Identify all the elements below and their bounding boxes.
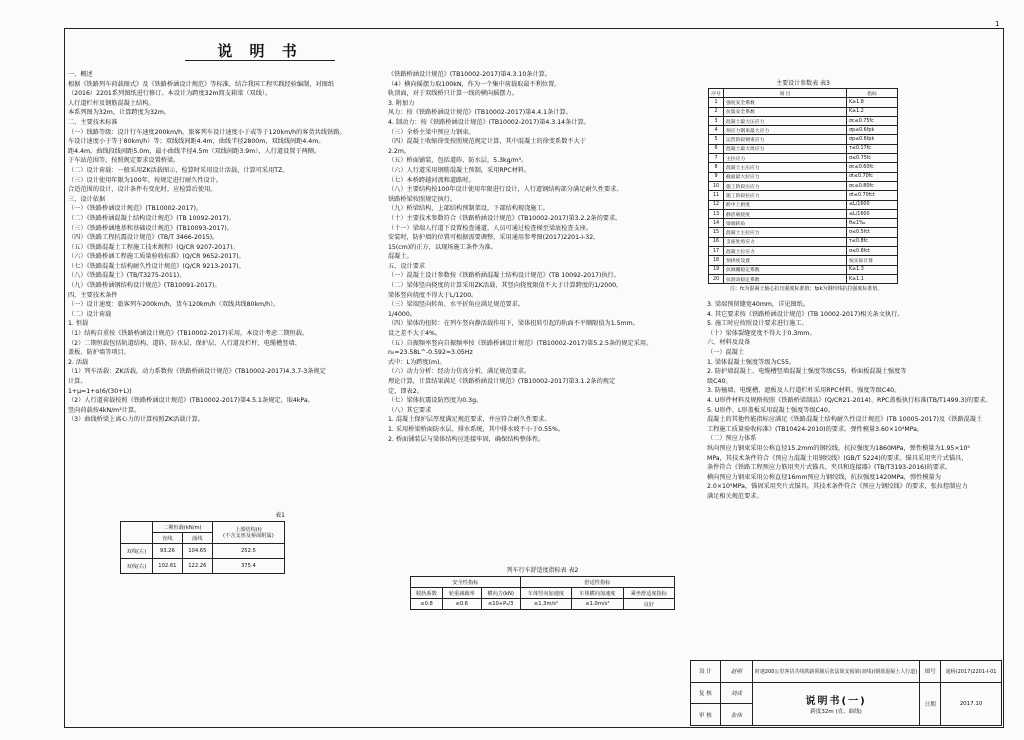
- table3-cell: 抗倾覆稳定系数: [724, 265, 847, 274]
- table2-header: 横向力(kN): [481, 588, 520, 599]
- text-line: （二）梁体竖向挠度的计算采用ZK活载，其竖向挠度限值不大于计算跨度的1/2000，: [388, 282, 623, 290]
- table3-cell: 静活载挠度: [724, 209, 847, 218]
- table3-cell: σc≤0.60fc: [847, 163, 898, 172]
- table1-extra-main: 上部结构(t): [234, 526, 262, 533]
- text-line: （五）桥面铺装，包括道砟、防水层，5.3kg/m³。: [388, 157, 528, 165]
- table2-grid: [410, 576, 675, 610]
- table3-cell: 截面最大拉应力: [724, 172, 847, 181]
- table-row: [709, 116, 898, 125]
- text-line: 定，即表2。: [388, 387, 423, 395]
- table3-cell: 抗滑动稳定系数: [724, 274, 847, 283]
- table3-cell: 混凝土最大压应力: [724, 116, 847, 125]
- text-line: 2. 活载: [68, 358, 89, 366]
- table3: [708, 78, 898, 284]
- text-line: （八）主要结构按100年设计使用年限进行设计，人行道钢结构部分满足耐久性要求。: [388, 186, 623, 194]
- title-underline: [185, 60, 335, 61]
- text-line: 4. 其它要求按《铁路桥涵设计规范》(TB 10002-2017)相关条文执行。: [707, 310, 904, 318]
- table3-cell: 3: [709, 116, 724, 125]
- table1-cell: 双线(右): [121, 559, 153, 574]
- table2-header: 车体竖向加速度: [520, 588, 571, 599]
- table2-caption: 列车行车舒适度指标表 表2: [506, 567, 579, 574]
- table3-cell: σc≤0.80fc: [847, 181, 898, 190]
- drawing-no-label: 图号: [920, 661, 941, 683]
- table-row: [709, 154, 898, 163]
- text-line: 横向预应力钢束采用公称直径16mm预应力钢绞线，抗拉强度1420MPa，弹性模量为: [707, 473, 941, 481]
- text-line: （2016）2201系列图纸进行修订。本设计为跨度32m简支箱梁（双线）。: [68, 90, 272, 98]
- text-line: （七）《铁路混凝土结构耐久性设计规范》(Q/CR 9213-2017)。: [68, 262, 245, 270]
- table3-cell: 混凝土最大剪应力: [724, 144, 847, 153]
- text-line: 1. 恒载: [68, 320, 89, 328]
- table-row: [709, 256, 898, 265]
- design-label: 设 计: [691, 661, 721, 683]
- table1-cell: 252.5: [212, 544, 284, 559]
- table3-cell: σt≤0.70fc: [847, 172, 898, 181]
- table3-cell: 11: [709, 191, 724, 200]
- table3-cell: 支座处剪应力: [724, 237, 847, 246]
- table3-cell: 14: [709, 219, 724, 228]
- text-line: 合适范围的设计，设计条件有变化时，应检算后使用。: [68, 186, 217, 194]
- text-line: 三、设计依据: [68, 195, 106, 203]
- table2-group-safety: 安全性指标: [411, 577, 521, 588]
- reviewer-signature: 张伟: [720, 704, 752, 726]
- text-line: （三）梁端竖向转角、水平折角应满足规范要求。: [388, 301, 525, 309]
- table3-cell: σp≤0.6fpk: [847, 135, 898, 144]
- text-line: （五）自振频率竖向自振频率按《铁路桥涵设计规范》(TB10002-2017)第5.2.5条的规定采用。: [388, 339, 653, 347]
- text-line: 5. U形件、L形盖板采用混凝土强度等级C40。: [707, 406, 835, 414]
- table1-header-span: 二期恒载(kN/m): [152, 522, 212, 533]
- table2-cell: ≤1.0m/s²: [572, 599, 623, 610]
- text-line: （二）预应力体系: [707, 435, 757, 443]
- table3-cell: 18: [709, 256, 724, 265]
- table1-cell: 122.26: [182, 559, 212, 574]
- text-line: 2. 防护墙混凝土、电缆槽竖墙混凝土强度等级C55，桥面板混凝土强度等: [707, 368, 907, 376]
- table3-cell: τ≤0.8fc: [847, 237, 898, 246]
- table3-note: 注：fc为混凝土轴心抗压强度标准值；fpk为钢绞线抗拉强度标准值。: [730, 286, 883, 292]
- text-line: （十）梁体裂缝宽度不得大于0.3mm。: [707, 329, 816, 337]
- table1-caption: 表1: [275, 512, 285, 519]
- table-row: [709, 200, 898, 209]
- table3-cell: 强度安全系数: [724, 98, 847, 107]
- table1: [120, 510, 285, 574]
- table3-cell: 9: [709, 172, 724, 181]
- text-line: 距4.4m，曲线段线间距5.0m，最小曲线半径4.5m（双线间距3.9m），人行道设置于两侧。: [68, 147, 321, 155]
- table3-cell: 4: [709, 126, 724, 135]
- sheet-title-cell: [752, 682, 919, 725]
- text-line: 混凝土的其他性能指标应满足《铁路混凝土结构耐久性设计规范》(TB 10005-2017)及《铁路混凝土: [707, 416, 983, 424]
- table3-cell: 20: [709, 274, 724, 283]
- text-line: （一）《铁路桥涵设计规范》(TB10002-2017)。: [68, 205, 203, 213]
- text-line: 1. 混凝土保护层厚度满足规范要求，并应符合耐久性要求。: [388, 416, 551, 424]
- text-line: 3. 梁端预留缝宽40mm，详见图纸。: [707, 301, 810, 308]
- text-line: （六）人行道采用钢筋混凝土预制，采用RPC材料。: [388, 166, 531, 174]
- text-line: （2）人行道荷载按照《铁路桥涵设计规范》(TB10002-2017)第4.5.1条规定，取4kPa。: [68, 397, 314, 405]
- text-line: （九）《铁路桥涵钢结构设计规范》(TB10091-2017)。: [68, 282, 221, 290]
- project-name: 时速200公里客货共线铁路预制后张法简支箱梁(双线)(钢筋混凝土人行道): [752, 661, 919, 683]
- table3-cell: 主拉应力: [724, 154, 847, 163]
- table2-cell: ≤10+P₀/3: [481, 599, 520, 610]
- text-line: n₀=23.58L^-0.592=3.05Hz: [388, 349, 473, 357]
- text-line: 1/4000。: [388, 310, 416, 318]
- text-line: 3. 防撞墙、电缆槽、遮板及人行道栏杆采用RPC材料，强度等级C40。: [707, 387, 901, 395]
- date-value: 2017.10: [941, 682, 1002, 725]
- text-line: 5. 施工时应按照设计要求进行施工。: [707, 320, 808, 328]
- text-line: （一）混凝土设计参数按《铁路桥涵混凝土结构设计规范》(TB 10092-2017)执行。: [388, 272, 620, 280]
- text-line: 混凝土。: [388, 253, 413, 261]
- table1-cell: 104.65: [182, 544, 212, 559]
- table3-cell: 16: [709, 237, 724, 246]
- table-row: [709, 144, 898, 153]
- text-line: （六）动力分析：经动力仿真分析，满足规范要求。: [388, 368, 531, 376]
- text-line: 根据《铁路列车荷载图式》及《铁路桥涵设计规范》等标准，结合我国工程实践经验编制，对图纸: [68, 80, 335, 88]
- table3-cell: 抗裂安全系数: [724, 107, 847, 116]
- table1-cell: 375.4: [212, 559, 284, 574]
- text-line: 1. 采用桥梁桥面防水层、排水系统，其中排水坡不小于0.55%。: [388, 425, 565, 433]
- text-line: （3）曲线桥梁上离心力的计算按照ZK活载计算。: [68, 416, 204, 424]
- table3-cell: 梁端转角: [724, 219, 847, 228]
- table1-cell: 93.26: [152, 544, 182, 559]
- table1-cell: 双线(左): [121, 544, 153, 559]
- text-line: 轨顶面，对于双线桥只计算一线的横向摇摆力。: [388, 90, 518, 98]
- table-row: [121, 559, 285, 574]
- table-row: [709, 163, 898, 172]
- table1-extra-header: [212, 522, 284, 544]
- table3-cell: 2: [709, 107, 724, 116]
- text-line: （三）全桥主梁中预应力钢束。: [388, 128, 475, 136]
- text-line: MPa，其技术条件符合《预应力混凝土用钢绞线》(GB/T 5224)的要求。锚具采用夹片式锚具，: [707, 454, 968, 462]
- text-line: （七）本桥跨越河流和道路时。: [388, 176, 475, 184]
- page-title: 说 明 书: [217, 42, 303, 60]
- table3-cell: 按实际计算: [847, 256, 898, 265]
- text-line: 梁体竖向挠度不得大于L/1200。: [388, 291, 478, 299]
- table3-cell: K≥1.2: [847, 107, 898, 116]
- sheet-subtitle: 跨度32m (直、曲线): [810, 709, 862, 716]
- table3-caption: 主要设计参数表 表3: [776, 80, 830, 87]
- text-line: 2.0×10⁵MPa，锚固采用夹片式锚具，其技术条件符合《预应力钢绞线》的要求，张拉控制应力: [707, 483, 968, 491]
- text-line: 安装时，防护墙的位置可根据需要调整，采用通用参考图(2017)2201-I-32。: [388, 234, 600, 242]
- table3-cell: σ≤0.5fct: [847, 228, 898, 237]
- text-line: （4）横向摇摆力取100kN，作为一个集中荷载取最不利位置。: [388, 80, 561, 88]
- table-row: [709, 274, 898, 283]
- table3-cell: 跨中上拱度: [724, 200, 847, 209]
- table3-grid: [708, 88, 898, 284]
- table3-cell: 8: [709, 163, 724, 172]
- check-label: 复 核: [691, 682, 721, 704]
- text-line: 4. 制动力：按《铁路桥涵设计规范》(TB10002-2017)第4.3.14条计算。: [388, 118, 590, 126]
- table-row: [709, 228, 898, 237]
- text-line: 设之差不大于4%。: [388, 330, 442, 338]
- text-line: 《铁路桥涵设计规范》(TB10002-2017)第4.3.10条计算。: [388, 71, 552, 78]
- column-left: [68, 70, 378, 725]
- text-line: 3. 附加力: [388, 99, 415, 107]
- text-line: （一）设计速度：旅客列车200km/h，货车120km/h（双线共线80km/h）。: [68, 301, 280, 309]
- table3-cell: ≤L/1600: [847, 200, 898, 209]
- checker-signature: 刘成: [720, 682, 752, 704]
- text-line: （四）《铁路工程抗震设计规范》(TB/T 3466-2015)。: [68, 234, 219, 242]
- text-line: 风力：按《铁路桥涵设计规范》(TB10002-2017)第4.4.1条计算。: [388, 109, 572, 117]
- table-row: [121, 544, 285, 559]
- text-line: （一）混凝土: [707, 348, 745, 356]
- table3-cell: 混凝土拉应力: [724, 247, 847, 256]
- text-line: （四）梁体的扭转：在列车竖向静活载作用下，梁体扭转引起的轨面不平顺限值为1.5mm。: [388, 320, 639, 328]
- table3-cell: σ≤0.75fc: [847, 154, 898, 163]
- text-line: （三）设计使用年限为100年，按规定进行耐久性设计。: [68, 176, 223, 184]
- date-label: 日期: [920, 682, 941, 725]
- table1-cell: 102.61: [152, 559, 182, 574]
- table1-extra-sub: (不含支座及桥面附属): [223, 532, 274, 539]
- table1-grid: [120, 521, 285, 574]
- table-row: [709, 191, 898, 200]
- text-line: （三）《铁路桥涵地基和基础设计规范》(TB10093-2017)。: [68, 224, 233, 232]
- table3-cell: 13: [709, 209, 724, 218]
- text-line: （五）《铁路混凝土工程施工技术规程》(Q/CR 9207-2017)。: [68, 243, 239, 251]
- sheet-title: 说明书(一): [805, 696, 867, 708]
- text-line: 15(cm)的正方，以现场施工条件为准。: [388, 243, 497, 251]
- text-line: （1）列车活载：ZK活载，动力系数按《铁路桥涵设计规范》(TB10002-2017)4.3.7-3条规定: [68, 368, 326, 376]
- text-line: （四）混凝土收缩徐变按照规范规定计算，其中混凝土的徐变系数不大于: [388, 138, 586, 146]
- table3-cell: 施工阶段压应力: [724, 181, 847, 190]
- table3-cell: 混凝土主拉应力: [724, 228, 847, 237]
- text-line: 铁路桥梁按照规定执行。: [388, 195, 457, 203]
- text-line: 五、设计要求: [388, 262, 426, 270]
- text-line: 竖向荷载按4kN/m²计算。: [68, 406, 141, 414]
- text-line: （八）其它要求: [388, 406, 432, 414]
- text-line: 纵向预应力钢束采用公称直径15.2mm的钢绞线，抗拉强度为1860MPa，弹性模量为1.95×10⁵: [707, 444, 970, 452]
- table3-cell: 19: [709, 265, 724, 274]
- table3-cell: 17: [709, 247, 724, 256]
- page-number: 1: [995, 20, 1000, 28]
- table3-cell: K≥1.1: [847, 274, 898, 283]
- table3-cell: 运营阶段钢束应力: [724, 135, 847, 144]
- table3-cell: 12: [709, 200, 724, 209]
- table2-header: 轮重减载率: [443, 588, 482, 599]
- text-line: 四、主要技术条件: [68, 291, 118, 299]
- table3-cell: K≥1.8: [847, 98, 898, 107]
- table-row: [709, 135, 898, 144]
- table2: [410, 565, 675, 610]
- table3-cell: ≤L/1600: [847, 209, 898, 218]
- table3-header: 指标: [847, 89, 898, 98]
- text-line: （八）《铁路混凝土》(TB/T3275-2011)。: [68, 272, 186, 280]
- table-row: [709, 126, 898, 135]
- text-line: 2. 桥面铺装层与梁体结构应连接牢固，确保结构整体性。: [388, 435, 545, 443]
- table2-cell: ≤1.3m/s²: [520, 599, 571, 610]
- text-line: 2.2m。: [388, 147, 411, 155]
- table-row: [709, 209, 898, 218]
- text-line: 式中：L为跨度(m)。: [388, 358, 446, 366]
- table2-header: 乘坐舒适度指标: [623, 588, 674, 599]
- text-line: （二）设计荷载：一般采用ZK活载图示，检算时采用设计活载，计算可采用TZ。: [68, 166, 289, 174]
- title-block: [690, 660, 1002, 726]
- table3-header: 序号: [709, 89, 724, 98]
- table3-cell: 混凝土主压应力: [724, 163, 847, 172]
- table3-cell: K≥1.3: [847, 265, 898, 274]
- text-line: （六）《铁路桥涵工程施工质量验收标准》(Q/CR 9652-2017)。: [68, 253, 245, 261]
- table1-col-straight: 直线: [152, 533, 182, 544]
- table3-cell: σc≤0.75fc: [847, 116, 898, 125]
- drawing-number: 通桥(2017)2201-I-01: [941, 661, 1002, 683]
- table-row: [709, 237, 898, 246]
- table3-cell: 预应力钢束最大应力: [724, 126, 847, 135]
- table-row: [709, 98, 898, 107]
- table2-header: 脱轨系数: [411, 588, 443, 599]
- table2-cell: ≤0.8: [411, 599, 443, 610]
- text-line: 计算。: [68, 378, 87, 385]
- text-line: 盖板、防护墙等项目。: [68, 349, 130, 357]
- text-line: （1）结构自重按《铁路桥涵设计规范》(TB10002-2017)采用，本设计考虑二期恒载。: [68, 330, 309, 338]
- table-row: [411, 599, 675, 610]
- text-line: 车设计速度小于等于80km/h）等；双线线间距4.4m，曲线半径2800m，双线线间距4.4m。: [68, 138, 325, 146]
- table-row: [709, 247, 898, 256]
- table3-header: 项 目: [724, 89, 847, 98]
- table3-cell: σ≤0.8fct: [847, 247, 898, 256]
- table3-cell: σt≤0.70fct: [847, 191, 898, 200]
- text-line: 级C40。: [707, 377, 732, 385]
- table2-cell: ≤0.6: [443, 599, 482, 610]
- text-line: 1+μ=1+α(6/(30+L)): [68, 387, 132, 395]
- text-line: （二）《铁路桥涵混凝土结构设计规范》(TB 10092-2017)。: [68, 214, 235, 222]
- table3-cell: 10: [709, 181, 724, 190]
- text-line: 4. U形件材料及规格按照《铁路桥梁制品》(Q/CR21-2014)、RPC盖板执行标准(TB/T1499.3)的要求。: [707, 396, 992, 404]
- table3-cell: 7: [709, 154, 724, 163]
- table3-cell: 6: [709, 144, 724, 153]
- text-line: （七）梁体抗震设防烈度为0.3g。: [388, 397, 483, 405]
- text-line: 一、概述: [68, 71, 93, 78]
- text-line: （九）桥梁结构，上部结构预制架设，下部结构现浇施工。: [388, 205, 549, 213]
- text-line: 条件符合《铁路工程预应力筋用夹片式锚具、夹具和连接器》(TB/T3193-2016)的要求。: [707, 464, 952, 472]
- table1-col-curve: 曲线: [182, 533, 212, 544]
- text-line: 工程施工质量验收标准》(TB10424-2010)的要求。弹性模量3.60×10⁴MPa。: [707, 425, 924, 433]
- column-right: [707, 300, 1002, 630]
- text-line: （一）线路等级：设计行车速度200km/h，旅客列车设计速度小于或等于120km/h的客货共线铁路。: [68, 128, 346, 136]
- table3-cell: θ≤1‰: [847, 219, 898, 228]
- designer-signature: 赵明: [720, 661, 752, 683]
- table3-cell: σp≤0.6fpk: [847, 126, 898, 135]
- table3-cell: 施工阶段拉应力: [724, 191, 847, 200]
- table-row: [709, 181, 898, 190]
- text-line: （二）设计荷载: [68, 310, 112, 318]
- text-line: 人行道栏杆及钢筋混凝土结构。: [68, 99, 155, 107]
- table2-cell: 良好: [623, 599, 674, 610]
- column-middle: [388, 70, 703, 630]
- text-line: 本系列图为32m，计算跨度为32m。: [68, 109, 171, 117]
- table2-group-comfort: 舒适性指标: [520, 577, 674, 588]
- table1-corner: [121, 522, 153, 544]
- text-line: （十一）梁端人行道下设置检查通道，人员可通过检查梯至梁底检查支座。: [388, 224, 593, 232]
- text-line: 1. 梁体混凝土强度等级为C55。: [707, 358, 796, 366]
- text-line: 于车站范围等，按照规定要求设置桥梁。: [68, 157, 180, 165]
- table3-cell: 15: [709, 228, 724, 237]
- table2-header: 车体横向加速度: [572, 588, 623, 599]
- table3-cell: 5: [709, 135, 724, 144]
- table-row: [709, 265, 898, 274]
- table-row: [709, 172, 898, 181]
- review-label: 审 核: [691, 704, 721, 726]
- table-row: [709, 219, 898, 228]
- text-line: 六、材料及设备: [707, 339, 751, 347]
- text-line: 二、主要技术标准: [68, 118, 118, 126]
- text-line: （十）主要技术参数符合《铁路桥涵设计规范》(TB10002-2017)第3.2.2条的要求。: [388, 214, 622, 222]
- table3-cell: 1: [709, 98, 724, 107]
- table3-cell: τ≤0.17fc: [847, 144, 898, 153]
- text-line: （2）二期恒载包括轨道结构、道砟、防水层、保护层、人行道及栏杆、电缆槽竖墙、: [68, 339, 301, 347]
- text-line: 满足相关规范要求。: [707, 492, 763, 500]
- table3-cell: 预拱度设置: [724, 256, 847, 265]
- text-line: 理论计算，计算结果满足《铁路桥涵设计规范》(TB10002-2017)第3.1.2条的规定: [388, 378, 616, 385]
- table-row: [709, 107, 898, 116]
